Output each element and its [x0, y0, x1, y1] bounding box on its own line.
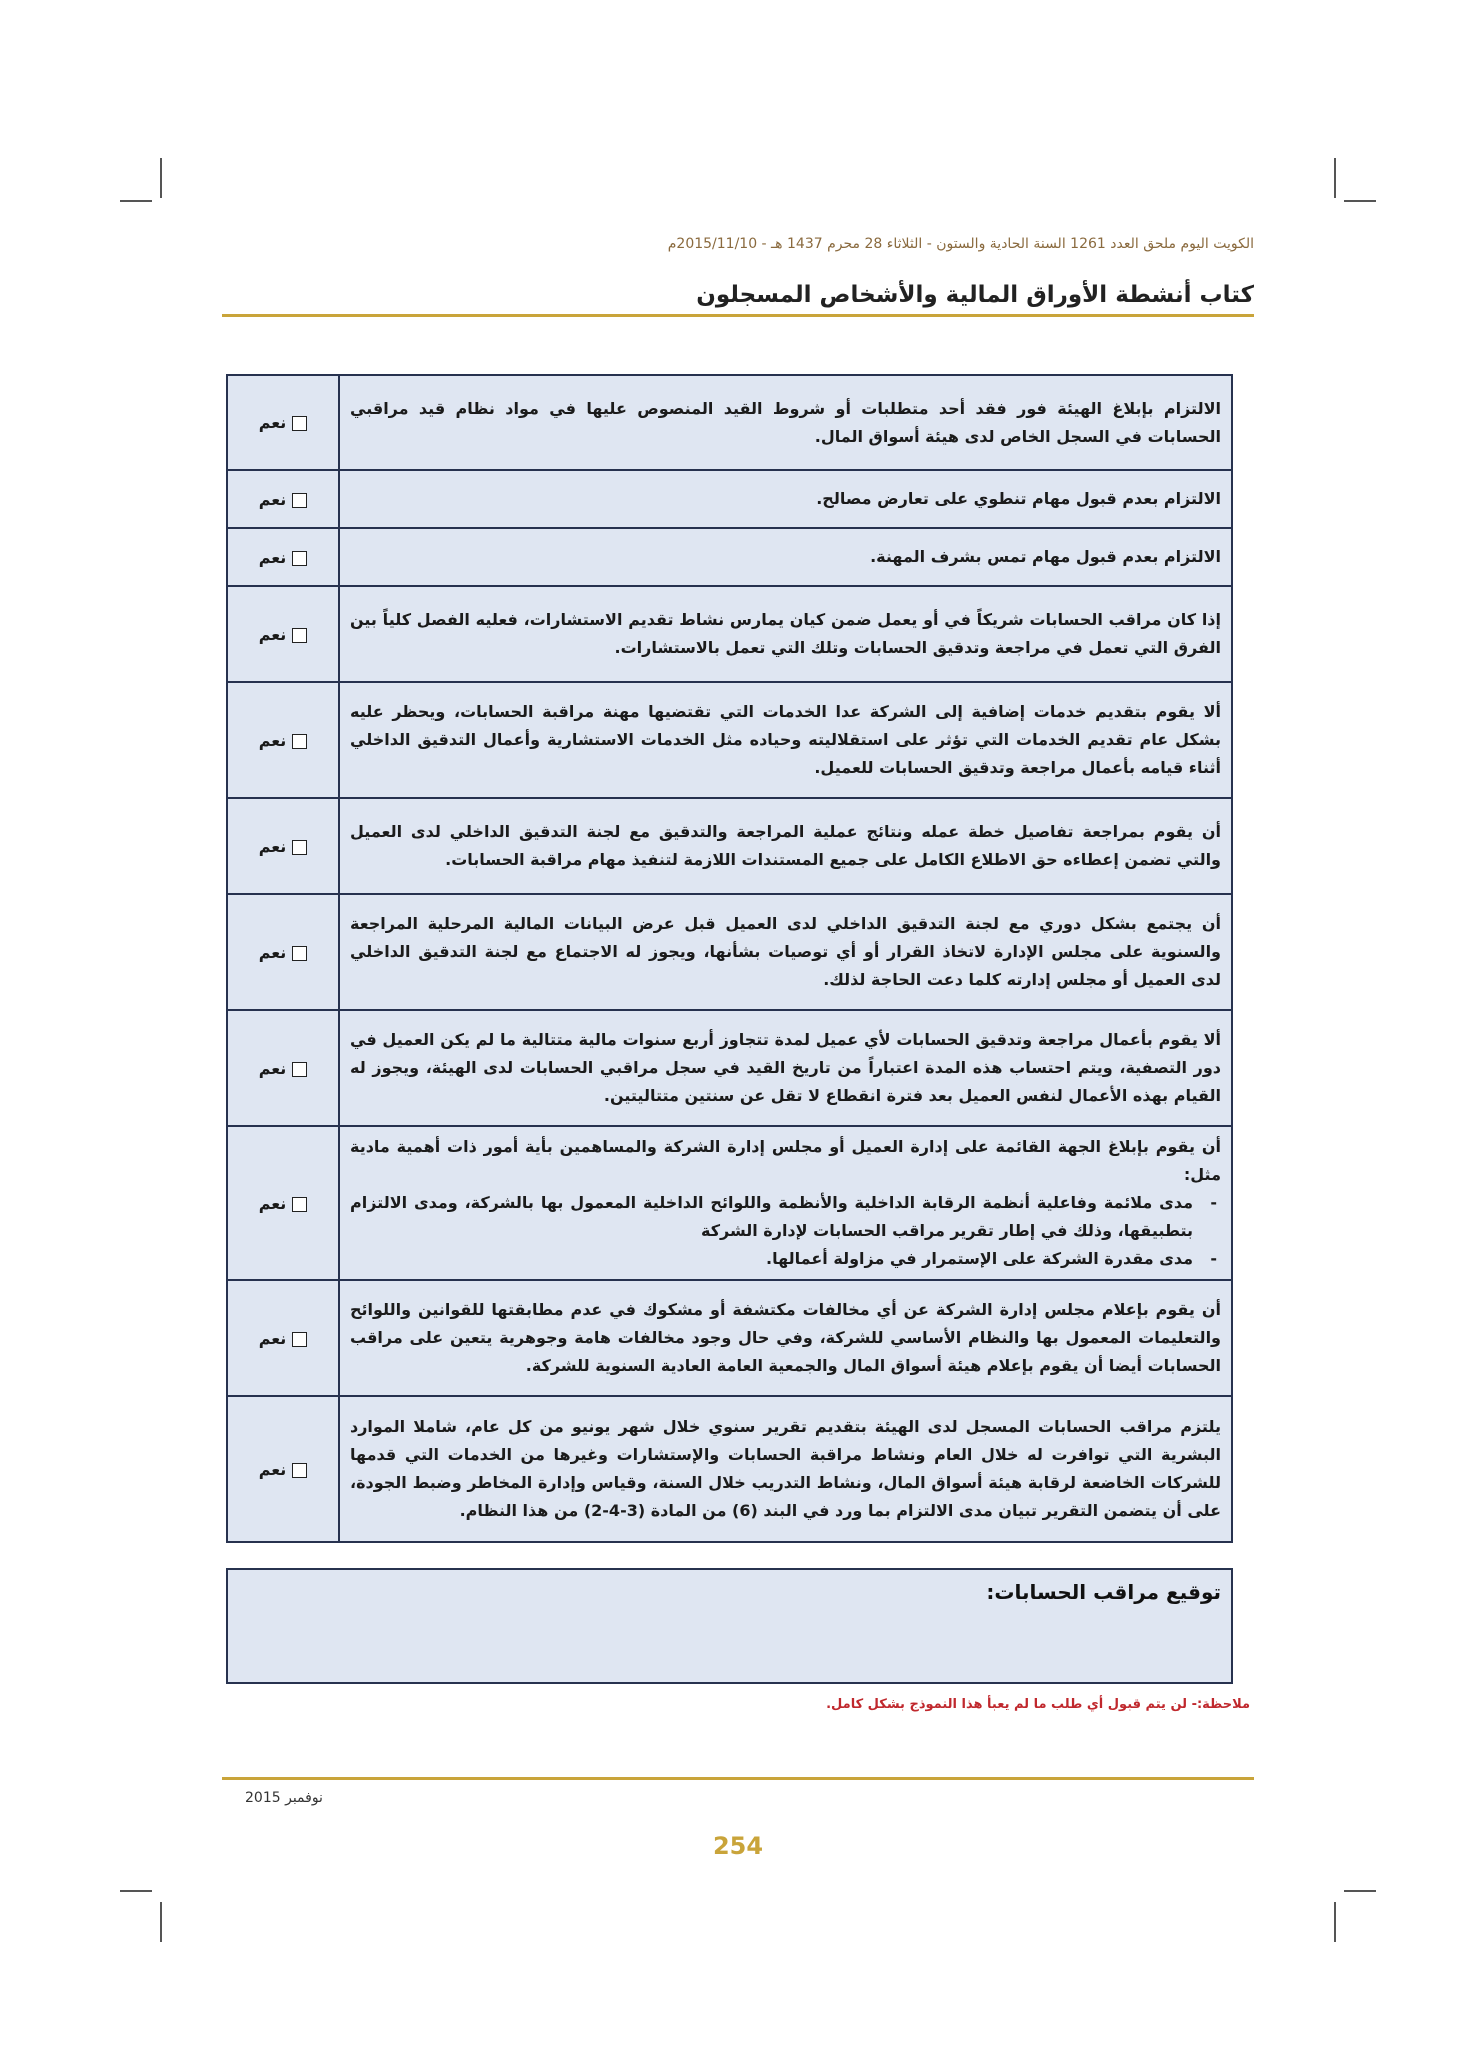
answer-cell[interactable]: [227, 894, 339, 1010]
crop-mark: [1344, 200, 1376, 202]
checkbox-icon[interactable]: [292, 551, 307, 566]
table-row: [227, 528, 1232, 586]
crop-mark: [160, 158, 162, 198]
requirement-text: [339, 1126, 1232, 1280]
requirement-text: يلتزم مراقب الحسابات المسجل لدى الهيئة بتقديم تقرير سنوي خلال شهر يونيو من كل عام، شاملا الموارد البشرية التي توافرت له خلال العام ونشاط مراقبة الحسابات والإستشارات وغيرها من الخدمات التي قدمها للشركات الخاضعة لرقابة هيئة أسواق المال، ونشاط التدريب خلال السنة، وقياس وإدارة المخاطر وضبط الجودة، على أن يتضمن التقرير تبيان مدى الالتزام بما ورد في البند (6) من المادة (3-4-2) من هذا النظام.: [339, 1396, 1232, 1542]
checkbox-icon[interactable]: [292, 493, 307, 508]
answer-cell[interactable]: [227, 1010, 339, 1126]
book-title: كتاب أنشطة الأوراق المالية والأشخاص المسجلون: [696, 282, 1254, 308]
answer-label: نعم: [258, 413, 287, 432]
requirement-text: أن يقوم بمراجعة تفاصيل خطة عمله ونتائج عملية المراجعة والتدقيق مع لجنة التدقيق الداخلي لدى العميل والتي تضمن إعطاءه حق الاطلاع الكامل على جميع المستندات اللازمة لتنفيذ مهام مراقبة الحسابات.: [339, 798, 1232, 894]
answer-label: نعم: [258, 1058, 287, 1078]
crop-mark: [1344, 1890, 1376, 1892]
answer-label: نعم: [258, 1328, 287, 1348]
crop-mark: [1334, 158, 1336, 198]
table-row: [227, 682, 1232, 798]
crop-mark: [120, 200, 152, 202]
table-row: [227, 894, 1232, 1010]
header-rule: [222, 314, 1254, 317]
answer-cell[interactable]: [227, 586, 339, 682]
table-row: [227, 1126, 1232, 1280]
crop-mark: [160, 1902, 162, 1942]
table-row: [227, 1280, 1232, 1396]
answer-cell[interactable]: [227, 470, 339, 528]
answer-cell[interactable]: [227, 798, 339, 894]
checkbox-icon[interactable]: [292, 734, 307, 749]
table-row: [227, 1010, 1232, 1126]
footer-rule: [222, 1777, 1254, 1780]
requirement-text: الالتزام بعدم قبول مهام تمس بشرف المهنة.: [339, 528, 1232, 586]
checkbox-icon[interactable]: [292, 628, 307, 643]
page-number: 254: [712, 1832, 764, 1860]
answer-cell[interactable]: [227, 1280, 339, 1396]
auditor-signature-field[interactable]: [226, 1568, 1233, 1684]
answer-cell[interactable]: [227, 682, 339, 798]
table-row: [227, 586, 1232, 682]
answer-cell[interactable]: [227, 528, 339, 586]
answer-label: نعم: [258, 489, 287, 509]
requirement-text: الالتزام بعدم قبول مهام تنطوي على تعارض مصالح.: [339, 470, 1232, 528]
answer-label: نعم: [258, 624, 287, 644]
requirement-text: أن يجتمع بشكل دوري مع لجنة التدقيق الداخلي لدى العميل قبل عرض البيانات المالية المرحلية المراجعة والسنوية على مجلس الإدارة لاتخاذ القرار أو أي توصيات بشأنها، ويجوز له الاجتماع مع لجنة التدقيق الداخلي لدى العميل أو مجلس إدارته كلما دعت الحاجة لذلك.: [339, 894, 1232, 1010]
answer-label: نعم: [258, 942, 287, 962]
answer-label: نعم: [258, 1193, 287, 1213]
requirement-text: أن يقوم بإعلام مجلس إدارة الشركة عن أي مخالفات مكتشفة أو مشكوك في عدم مطابقتها للقوانين واللوائح والتعليمات المعمول بها والنظام الأساسي للشركة، وفي حال وجود مخالفات هامة وجوهرية يتعين على مراقب الحسابات أيضا أن يقوم بإعلام هيئة أسواق المال والجمعية العامة العادية السنوية للشركة.: [339, 1280, 1232, 1396]
requirement-lead: أن يقوم بإبلاغ الجهة القائمة على إدارة العميل أو مجلس إدارة الشركة والمساهمين بأية أمور ذات أهمية مادية مثل:: [350, 1137, 1221, 1184]
answer-label: نعم: [258, 547, 287, 567]
answer-cell[interactable]: [227, 375, 339, 470]
requirement-text: الالتزام بإبلاغ الهيئة فور فقد أحد متطلبات أو شروط القيد المنصوص عليها في مواد نظام قيد مراقبي الحسابات في السجل الخاص لدى هيئة أسواق المال.: [339, 375, 1232, 470]
answer-label: نعم: [258, 730, 287, 750]
requirement-bullet: - مدى ملائمة وفاعلية أنظمة الرقابة الداخلية والأنظمة واللوائح الداخلية المعمول بها بالشركة، ومدى الالتزام بتطبيقها، وذلك في إطار تقرير مراقب الحسابات لإدارة الشركة: [350, 1189, 1221, 1245]
table-row: [227, 798, 1232, 894]
checkbox-icon[interactable]: [292, 1062, 307, 1077]
checkbox-icon[interactable]: [292, 946, 307, 961]
checkbox-icon[interactable]: [292, 1332, 307, 1347]
gazette-line: الكويت اليوم ملحق العدد 1261 السنة الحادية والستون - الثلاثاء 28 محرم 1437 هـ - 2015/11/10م: [667, 236, 1254, 252]
crop-mark: [120, 1890, 152, 1892]
table-row: [227, 470, 1232, 528]
requirement-text: ألا يقوم بأعمال مراجعة وتدقيق الحسابات لأي عميل لمدة تتجاوز أربع سنوات مالية متتالية ما لم يكن العميل في دور التصفية، ويتم احتساب هذه المدة اعتباراً من تاريخ القيد في سجل مراقبي الحسابات لدى الهيئة، ويجوز له القيام بهذه الأعمال لنفس العميل بعد فترة انقطاع لا تقل عن سنتين متتاليتين.: [339, 1010, 1232, 1126]
footer-date: نوفمبر 2015: [245, 1790, 323, 1806]
checkbox-icon[interactable]: [292, 416, 307, 431]
table-row: [227, 375, 1232, 470]
requirement-text: ألا يقوم بتقديم خدمات إضافية إلى الشركة عدا الخدمات التي تقتضيها مهنة مراقبة الحسابات، ويحظر عليه بشكل عام تقديم الخدمات التي تؤثر على استقلاليته وحياده مثل الخدمات الاستشارية وأعمال التدقيق الداخلي أثناء قيامه بأعمال مراجعة وتدقيق الحسابات للعميل.: [339, 682, 1232, 798]
answer-cell[interactable]: [227, 1126, 339, 1280]
signature-label: توقيع مراقب الحسابات:: [986, 1580, 1221, 1604]
answer-cell[interactable]: [227, 1396, 339, 1542]
crop-mark: [1334, 1902, 1336, 1942]
completion-note: ملاحظة:- لن يتم قبول أي طلب ما لم يعبأ هذا النموذج بشكل كامل.: [826, 1697, 1250, 1712]
checkbox-icon[interactable]: [292, 1463, 307, 1478]
requirement-bullet: - مدى مقدرة الشركة على الإستمرار في مزاولة أعمالها.: [350, 1245, 1221, 1273]
answer-label: نعم: [258, 1459, 287, 1479]
checkbox-icon[interactable]: [292, 840, 307, 855]
requirements-table: [226, 374, 1233, 1543]
table-row: [227, 1396, 1232, 1542]
checkbox-icon[interactable]: [292, 1197, 307, 1212]
requirement-text: إذا كان مراقب الحسابات شريكاً في أو يعمل ضمن كيان يمارس نشاط تقديم الاستشارات، فعليه الفصل كلياً بين الفرق التي تعمل في مراجعة وتدقيق الحسابات وتلك التي تعمل بالاستشارات.: [339, 586, 1232, 682]
answer-label: نعم: [258, 836, 287, 856]
